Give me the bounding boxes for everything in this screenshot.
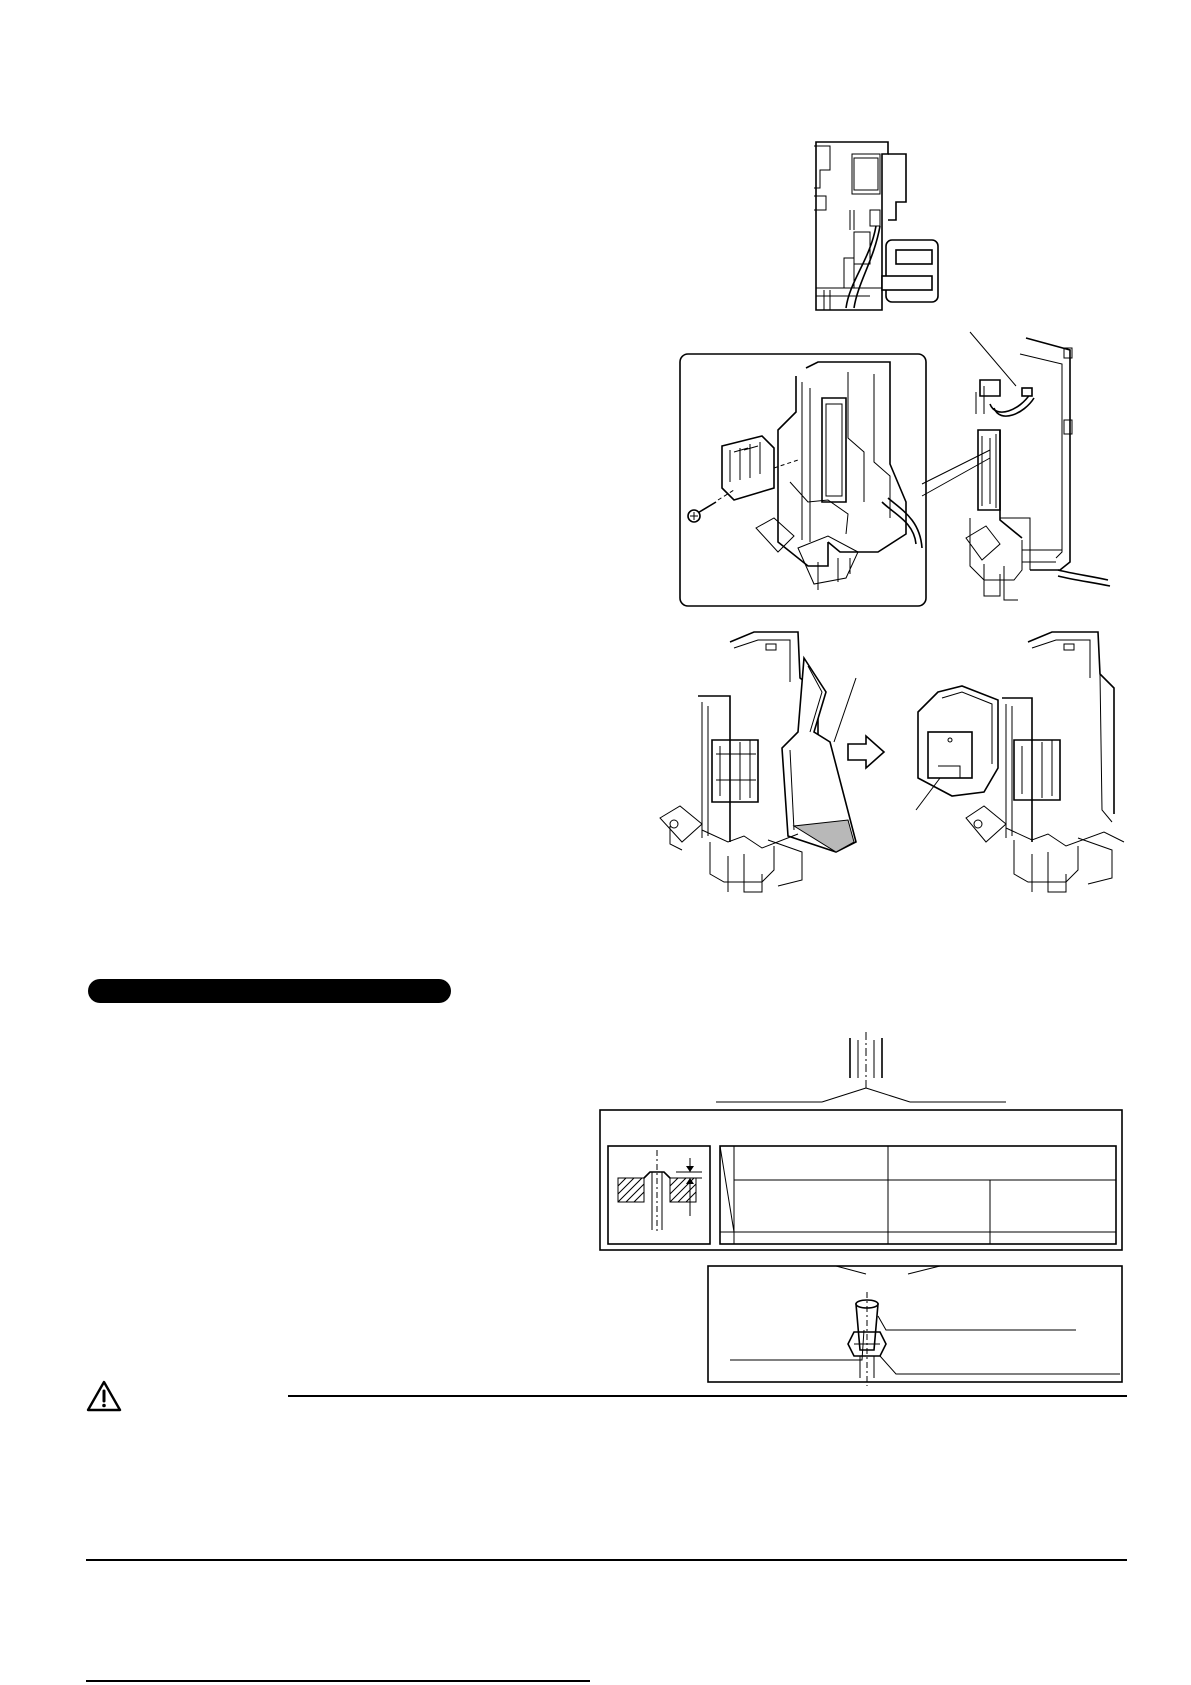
cover-install-before: [658, 630, 878, 900]
control-box-top-view: [810, 140, 940, 315]
terminal-block-detail: [678, 352, 928, 608]
control-box-side-view: [960, 330, 1120, 620]
page-edge-rule: [86, 1680, 590, 1682]
footer-divider: [86, 1559, 1127, 1561]
right-arrow-icon: [846, 734, 886, 770]
flare-table: [720, 1146, 1116, 1244]
section-heading-bar: [88, 979, 451, 1003]
cover-install-after: [898, 628, 1130, 900]
warning-triangle-icon: [86, 1380, 122, 1412]
caution-divider: [288, 1395, 1127, 1397]
